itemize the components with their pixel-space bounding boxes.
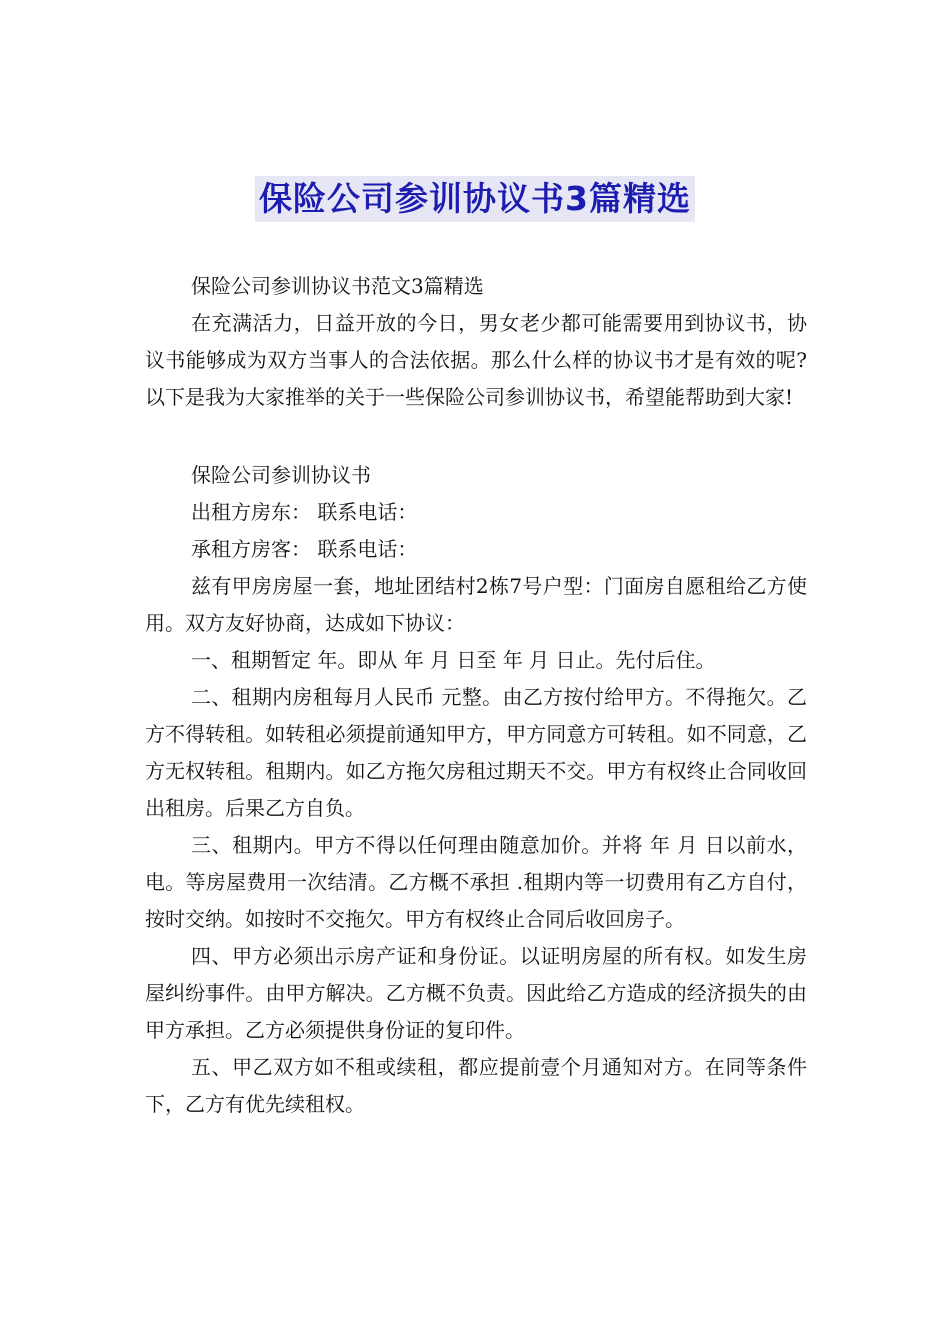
lessee-line: 承租方房客： 联系电话： [191,537,418,561]
title-container [0,176,950,222]
clause-3: 三、租期内。甲方不得以任何理由随意加价。并将 年 月 日以前水，电。等房屋费用一次结清。乙方概不承担 .租期内等一切费用有乙方自付，按时交纳。如按时不交拖欠。甲方有权终止合同后收回房子。 [145,833,807,931]
section-heading: 保险公司参训协议书 [191,463,371,487]
clause-1: 一、租期暂定 年。即从 年 月 日至 年 月 日止。先付后住。 [191,648,716,672]
document-body [145,268,807,1123]
lessor-line: 出租方房东： 联系电话： [191,500,418,524]
clause-5: 五、甲乙双方如不租或续租，都应提前壹个月通知对方。在同等条件下，乙方有优先续租权。 [145,1055,807,1116]
paragraph-gap [145,416,807,457]
clause-2: 二、租期内房租每月人民币 元整。由乙方按付给甲方。不得拖欠。乙方不得转租。如转租必须提前通知甲方，甲方同意方可转租。如不同意，乙方无权转租。租期内。如乙方拖欠房租过期天不交。甲方有权终止合同收回出租房。后果乙方自负。 [145,685,807,820]
document-title: 保险公司参训协议书3篇精选 [255,176,695,222]
clause-4: 四、甲方必须出示房产证和身份证。以证明房屋的所有权。如发生房屋纠纷事件。由甲方解决。乙方概不负责。因此给乙方造成的经济损失的由甲方承担。乙方必须提供身份证的复印件。 [145,944,807,1042]
intro-paragraph: 在充满活力，日益开放的今日，男女老少都可能需要用到协议书，协议书能够成为双方当事人的合法依据。那么什么样的协议书才是有效的呢?以下是我为大家推举的关于一些保险公司参训协议书，希望能帮助到大家! [145,311,807,409]
agreement-paragraph: 兹有甲房房屋一套，地址团结村2栋7号户型：门面房自愿租给乙方使用。双方友好协商，达成如下协议： [145,574,807,635]
intro-heading: 保险公司参训协议书范文3篇精选 [191,274,484,298]
